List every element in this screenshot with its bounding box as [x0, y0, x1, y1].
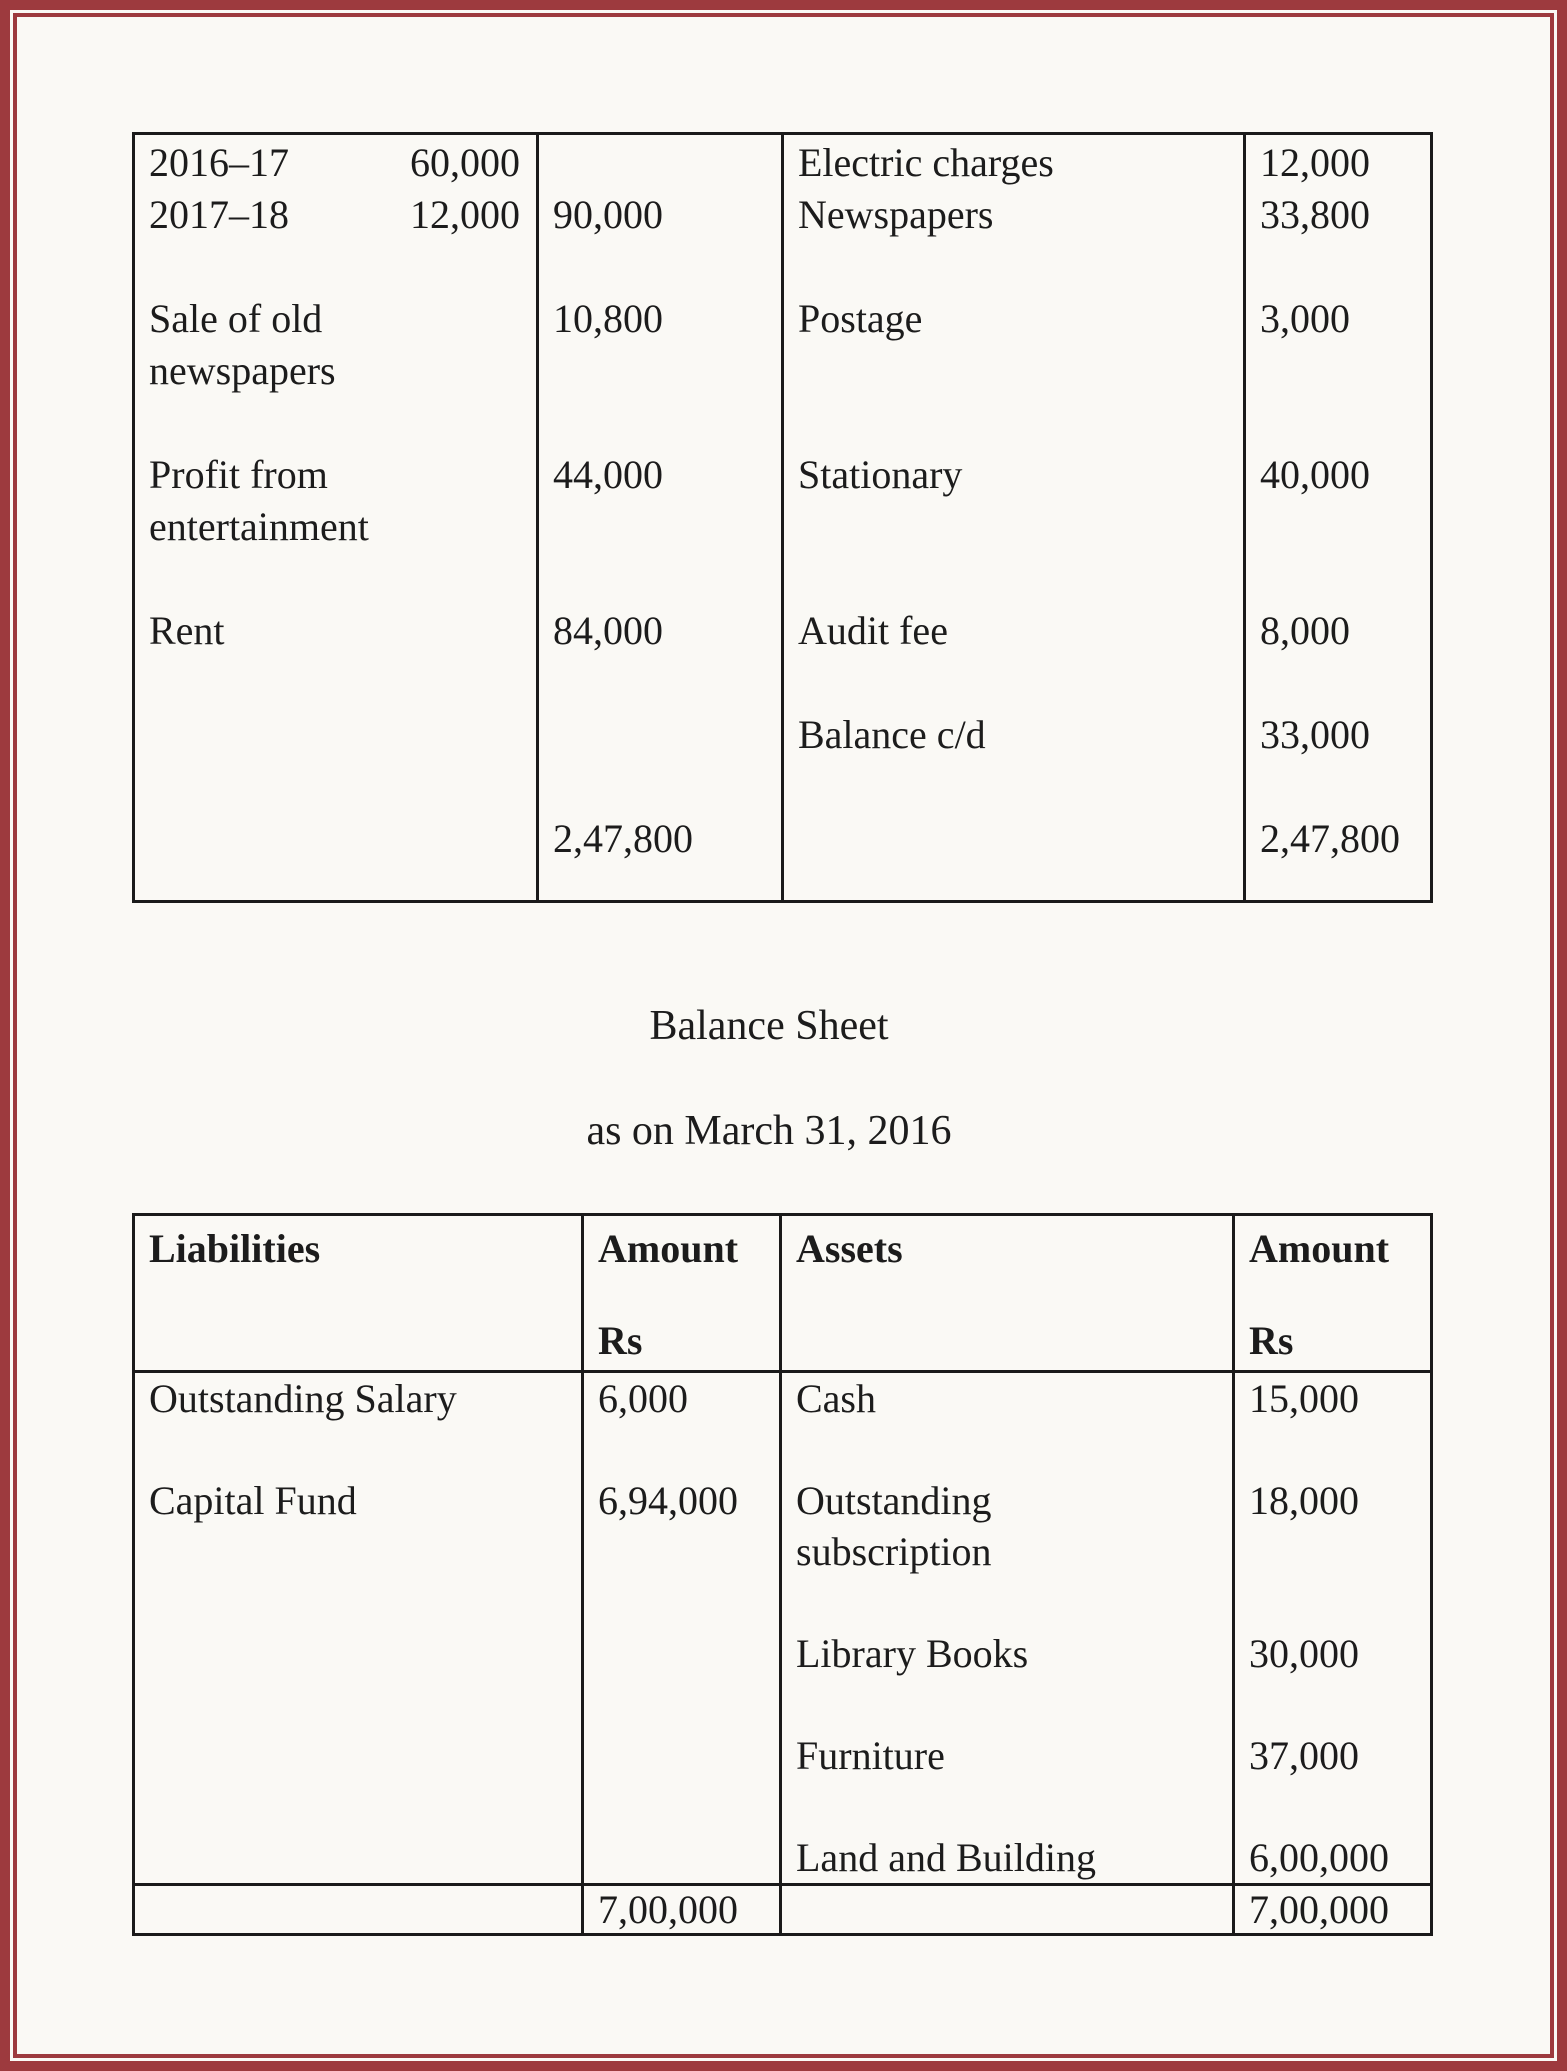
balance-sheet-subtitle: as on March 31, 2016: [586, 1108, 952, 1154]
spacer-line: [584, 1679, 779, 1730]
spacer-line: [539, 501, 781, 553]
spacer-line: [1235, 1526, 1430, 1577]
spacer-line: [1235, 1577, 1430, 1628]
spacer-line: [135, 1832, 581, 1883]
payments-amount-column: [1246, 135, 1430, 900]
liabilities-column: [135, 1216, 584, 1933]
receipts-amount-column: [539, 135, 784, 900]
assets-column: [782, 1216, 1235, 1933]
liabilities-total: 7,00,000: [598, 1887, 738, 1932]
cell-amount: 6,000: [598, 1376, 688, 1421]
spacer-line: [135, 1424, 581, 1475]
cell-amount: 30,000: [1249, 1631, 1359, 1676]
spacer-line: [539, 137, 781, 189]
spacer-line: [584, 1424, 779, 1475]
spacer-line: [782, 1781, 1232, 1832]
cell-text: Furniture: [796, 1733, 945, 1778]
spacer-line: [782, 1577, 1232, 1628]
spacer-line: [539, 657, 781, 709]
spacer-line: [584, 1526, 779, 1577]
spacer-line: [784, 397, 1243, 449]
spacer-line: [782, 1679, 1232, 1730]
header-divider-line: [135, 1370, 1430, 1373]
total-cell-empty: [782, 1886, 1232, 1933]
cell-text: Postage: [798, 296, 923, 341]
cell-text: Electric charges: [798, 140, 1054, 185]
spacer-line: [539, 345, 781, 397]
payments-particulars-column: [784, 135, 1246, 900]
cell-amount: 84,000: [553, 608, 663, 653]
table-line: [135, 293, 536, 345]
cell-amount: 90,000: [553, 192, 663, 237]
spacer-line: [135, 1577, 581, 1628]
table-line: [135, 189, 536, 241]
balance-sheet-title: Balance Sheet: [649, 1003, 889, 1049]
receipts-particulars-column: [135, 135, 539, 900]
receipts-payments-table: [132, 132, 1433, 903]
spacer-line: [584, 1577, 779, 1628]
spacer-line: [584, 1730, 779, 1781]
cell-text: Cash: [796, 1376, 876, 1421]
cell-amount: 6,00,000: [1249, 1835, 1389, 1880]
spacer-line: [135, 553, 536, 605]
cell-text: Newspapers: [798, 192, 994, 237]
spacer-line: [1235, 1424, 1430, 1475]
table-line: [135, 137, 536, 189]
column-header: [135, 1216, 581, 1370]
cell-text: Profit from: [149, 452, 328, 497]
table-line: [135, 449, 536, 501]
header-unit: Rs: [598, 1318, 643, 1363]
cell-text: subscription: [796, 1529, 992, 1574]
spacer-line: [539, 553, 781, 605]
header-label: Assets: [796, 1226, 903, 1271]
cell-amount: 33,800: [1260, 192, 1370, 237]
spacer-line: [135, 1628, 581, 1679]
spacer-line: [1246, 761, 1430, 813]
spacer-line: [135, 1781, 581, 1832]
table-line: [135, 345, 536, 397]
cell-amount: 15,000: [1249, 1376, 1359, 1421]
balance-sheet-table: [132, 1213, 1433, 1936]
cell-text: Audit fee: [798, 608, 948, 653]
cell-text: 2017–18: [149, 192, 289, 237]
spacer-line: [784, 501, 1243, 553]
spacer-line: [784, 345, 1243, 397]
table-line: [135, 605, 536, 657]
spacer-line: [584, 1628, 779, 1679]
liabilities-amount-column: [584, 1216, 782, 1933]
spacer-line: [1246, 345, 1430, 397]
spacer-line: [1246, 397, 1430, 449]
cell-text: entertainment: [149, 504, 369, 549]
spacer-line: [1235, 1679, 1430, 1730]
cell-text: Rent: [149, 608, 225, 653]
cell-amount: 10,800: [553, 296, 663, 341]
total-cell-empty: [135, 1886, 581, 1933]
column-header: [1235, 1216, 1430, 1370]
header-label: Amount: [1249, 1226, 1390, 1271]
cell-sub-amount: 12,000: [410, 192, 520, 237]
cell-text: Capital Fund: [149, 1478, 357, 1523]
spacer-line: [135, 1730, 581, 1781]
spacer-line: [135, 1526, 581, 1577]
spacer-line: [1246, 241, 1430, 293]
cell-amount: 37,000: [1249, 1733, 1359, 1778]
total-divider-line: [135, 1883, 1430, 1886]
assets-amount-column: [1235, 1216, 1430, 1933]
table-line: [135, 501, 536, 553]
cell-amount: 44,000: [553, 452, 663, 497]
spacer-line: [539, 761, 781, 813]
spacer-line: [539, 397, 781, 449]
spacer-line: [1246, 553, 1430, 605]
cell-amount: 12,000: [1260, 140, 1370, 185]
cell-amount: 18,000: [1249, 1478, 1359, 1523]
spacer-line: [135, 397, 536, 449]
assets-total: 7,00,000: [1249, 1887, 1389, 1932]
cell-sub-amount: 60,000: [410, 140, 520, 185]
spacer-line: [135, 1679, 581, 1730]
spacer-line: [539, 241, 781, 293]
cell-text: Balance c/d: [798, 712, 986, 757]
cell-amount: 40,000: [1260, 452, 1370, 497]
spacer-line: [584, 1832, 779, 1883]
cell-text: Outstanding: [796, 1478, 992, 1523]
spacer-line: [1235, 1781, 1430, 1832]
cell-total-amount: 2,47,800: [553, 816, 693, 861]
cell-total-amount: 2,47,800: [1260, 816, 1400, 861]
cell-amount: 8,000: [1260, 608, 1350, 653]
spacer-line: [135, 241, 536, 293]
cell-amount: 3,000: [1260, 296, 1350, 341]
spacer-line: [1246, 657, 1430, 709]
spacer-line: [784, 657, 1243, 709]
cell-text: Library Books: [796, 1631, 1029, 1676]
cell-text: 2016–17: [149, 140, 289, 185]
spacer-line: [584, 1781, 779, 1832]
spacer-line: [784, 553, 1243, 605]
spacer-line: [539, 709, 781, 761]
header-label: Amount: [598, 1226, 739, 1271]
header-unit: Rs: [1249, 1318, 1294, 1363]
spacer-line: [1246, 501, 1430, 553]
spacer-line: [784, 241, 1243, 293]
column-header: [782, 1216, 1232, 1370]
cell-amount: 33,000: [1260, 712, 1370, 757]
cell-text: Land and Building: [796, 1835, 1096, 1880]
cell-amount: 6,94,000: [598, 1478, 738, 1523]
cell-text: Stationary: [798, 452, 963, 497]
header-label: Liabilities: [149, 1226, 321, 1271]
column-header: [584, 1216, 779, 1370]
spacer-line: [782, 1424, 1232, 1475]
cell-text: Sale of old: [149, 296, 323, 341]
cell-text: newspapers: [149, 348, 336, 393]
cell-text: Outstanding Salary: [149, 1376, 457, 1421]
